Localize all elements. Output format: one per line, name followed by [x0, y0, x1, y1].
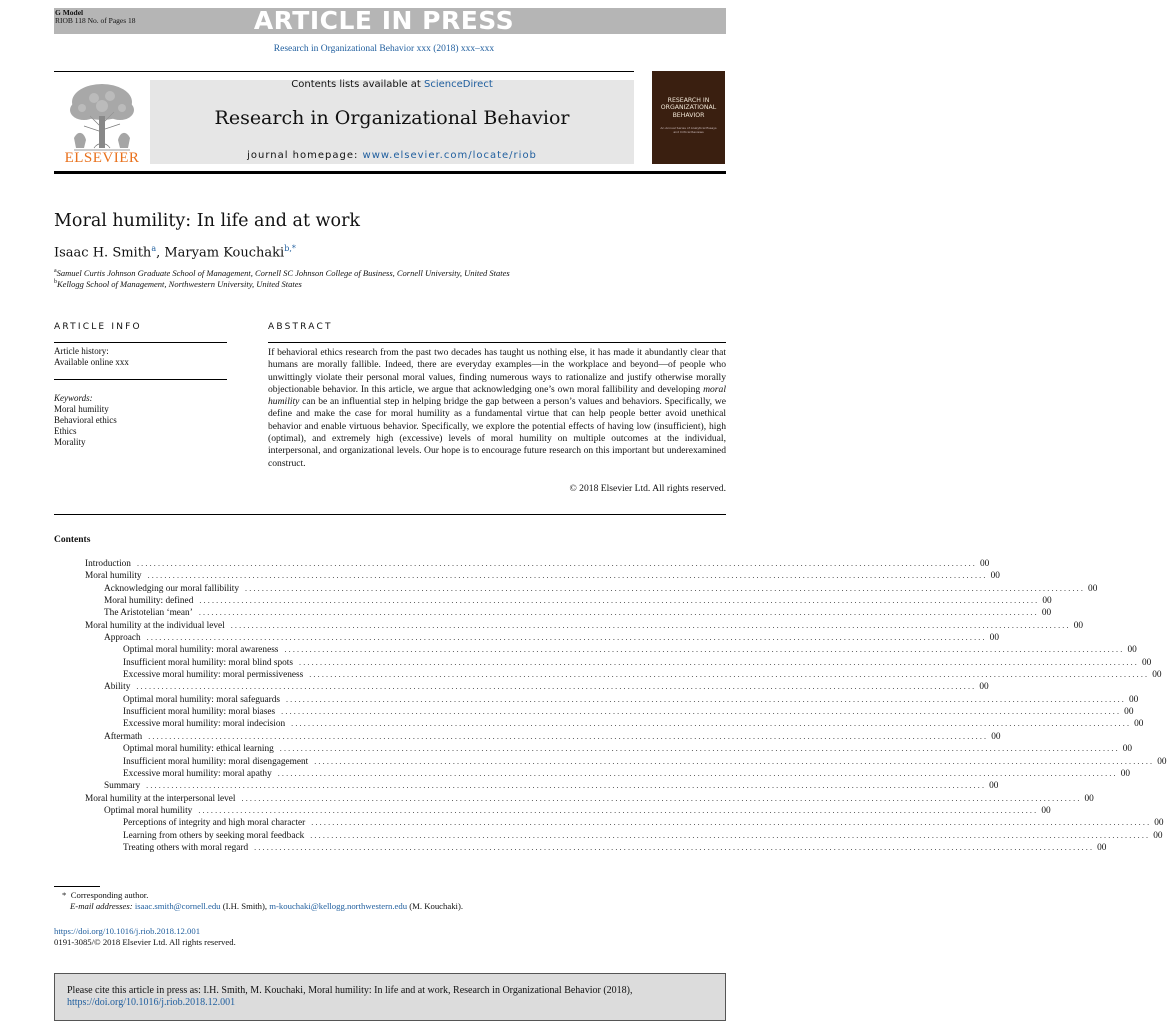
toc-entry-page: 00 — [1041, 805, 1051, 816]
toc-entry[interactable] — [54, 571, 1000, 583]
toc-entry-page: 00 — [1042, 596, 1052, 607]
toc-entry[interactable] — [54, 744, 1133, 756]
keyword-item: Morality — [54, 437, 86, 447]
toc-dot-leader: ........................................................................................................................................................................................................ — [285, 694, 1126, 704]
toc-entry-page: 00 — [989, 633, 999, 644]
toc-entry-label: Optimal moral humility: moral awareness — [123, 645, 279, 656]
toc-entry-label: Excessive moral humility: moral apathy — [123, 768, 272, 779]
toc-entry-page: 00 — [1142, 657, 1152, 668]
abstract-body — [268, 347, 726, 470]
toc-entry-page: 00 — [1122, 744, 1133, 755]
abstract-text-part2: can be an influential step in helping bridge the gap between a person’s values and behaviors. Specifically, we define and make the case for moral humility as a fundamental virtue that can help people better avoid unethical behavior and enable virtuous behavior. Specifically, we explore the potential effects of having low (insufficient), high (optimal), and extremely high (excessive) levels of moral humility on multiple outcomes at the individual, interpersonal, and organizational levels. Our hope is to encourage future research on this important but underexamined construct. — [268, 396, 726, 469]
toc-entry-label: The Aristotelian ‘mean’ — [104, 608, 193, 619]
email-link-smith[interactable]: isaac.smith@cornell.edu — [134, 901, 221, 911]
masthead-top-rule — [54, 71, 634, 72]
contents-available-prefix: Contents lists available at — [291, 79, 425, 90]
author-kouchaki: Maryam Kouchaki — [164, 245, 285, 261]
toc-dot-leader: ........................................................................................................................................................................................................ — [146, 781, 987, 791]
toc-dot-leader: ........................................................................................................................................................................................................ — [299, 657, 1139, 667]
author-list — [54, 244, 296, 260]
toc-dot-leader: ........................................................................................................................................................................................................ — [311, 818, 1152, 828]
cite-text: Please cite this article in press as: I.H. Smith, M. Kouchaki, Moral humility: In life and at work, Research in Organizational Behavior (2018), — [67, 985, 633, 996]
riob-pages-label: RIOB 118 No. of Pages 18 — [55, 16, 136, 25]
toc-entry[interactable] — [54, 583, 1098, 596]
email-owner-smith: (I.H. Smith), — [220, 901, 270, 911]
toc-entry[interactable] — [54, 818, 1164, 830]
copyright-notice: © 2018 Elsevier Ltd. All rights reserved. — [569, 483, 726, 494]
toc-entry-label: Learning from others by seeking moral feedback — [123, 830, 305, 841]
abstract-rule — [268, 342, 726, 343]
toc-dot-leader: ........................................................................................................................................................................................................ — [147, 571, 988, 581]
footnote-star: * — [62, 890, 67, 900]
abstract-bottom-rule — [54, 514, 726, 515]
cite-this-article-text — [67, 985, 717, 1010]
table-of-contents — [54, 559, 1167, 855]
journal-cover-subtitle: An Annual Series of Analytical Essays and Critical Reviews — [660, 126, 717, 134]
toc-entry[interactable] — [54, 620, 1083, 633]
toc-entry-label: Optimal moral humility — [104, 805, 193, 816]
corresponding-author-text: Corresponding author. — [70, 890, 149, 900]
toc-entry-label: Optimal moral humility: ethical learning — [123, 744, 274, 755]
toc-dot-leader: ........................................................................................................................................................................................................ — [281, 707, 1122, 717]
toc-entry-page: 00 — [1154, 818, 1164, 829]
email-footnote — [70, 901, 463, 911]
toc-entry-label: Acknowledging our moral fallibility — [104, 583, 240, 594]
toc-entry[interactable] — [54, 670, 1162, 682]
toc-entry[interactable] — [54, 756, 1167, 769]
elsevier-wordmark: ELSEVIER — [64, 150, 140, 166]
toc-entry[interactable] — [54, 682, 989, 694]
toc-entry-label: Optimal moral humility: moral safeguards — [123, 694, 280, 705]
toc-entry-page: 00 — [1120, 768, 1131, 779]
footnote-rule — [54, 886, 100, 887]
toc-dot-leader: ........................................................................................................................................................................................................ — [309, 670, 1150, 680]
keywords-label: Keywords: — [54, 393, 93, 403]
toc-entry-page: 00 — [1128, 694, 1139, 705]
toc-entry[interactable] — [54, 707, 1134, 719]
article-info-heading: ARTICLE INFO — [54, 322, 142, 332]
toc-entry-page: 00 — [1097, 842, 1107, 853]
homepage-prefix: journal homepage: — [247, 150, 363, 161]
toc-dot-leader: ........................................................................................................................................................................................................ — [199, 596, 1040, 606]
toc-entry[interactable] — [54, 731, 1001, 744]
toc-dot-leader: ........................................................................................................................................................................................................ — [146, 633, 987, 643]
toc-entry-label: Insufficient moral humility: moral blind spots — [123, 657, 293, 668]
journal-homepage-line — [150, 150, 634, 161]
toc-entry[interactable] — [54, 719, 1144, 731]
author-smith: Isaac H. Smith — [54, 245, 152, 261]
toc-entry-label: Aftermath — [104, 731, 143, 742]
toc-entry[interactable] — [54, 559, 990, 571]
article-history-value: Available online xxx — [54, 357, 129, 367]
toc-entry-page: 00 — [989, 781, 999, 792]
toc-dot-leader: ........................................................................................................................................................................................................ — [198, 805, 1039, 815]
toc-entry[interactable] — [54, 768, 1131, 781]
toc-entry-page: 00 — [1134, 719, 1144, 730]
g-model-label: G Model — [55, 8, 84, 17]
toc-entry-label: Summary — [104, 781, 141, 792]
contents-heading: Contents — [54, 535, 91, 545]
toc-entry-label: Insufficient moral humility: moral biases — [123, 707, 276, 718]
sciencedirect-link[interactable]: ScienceDirect — [424, 79, 493, 90]
toc-entry[interactable] — [54, 608, 1052, 620]
journal-citation-link[interactable]: Research in Organizational Behavior xxx (2018) xxx–xxx — [273, 44, 495, 54]
affiliation-a — [54, 268, 510, 278]
toc-entry-page: 00 — [979, 682, 989, 693]
toc-dot-leader: ........................................................................................................................................................................................................ — [148, 731, 989, 741]
toc-entry[interactable] — [54, 805, 1051, 818]
cite-doi-link[interactable]: https://doi.org/10.1016/j.riob.2018.12.001 — [67, 997, 236, 1009]
author-smith-affil-marker[interactable]: a — [151, 244, 157, 253]
keyword-item: Moral humility — [54, 404, 109, 414]
toc-entry-label: Treating others with moral regard — [123, 842, 249, 853]
toc-entry-page: 00 — [979, 559, 990, 569]
toc-dot-leader: ........................................................................................................................................................................................................ — [136, 682, 977, 692]
toc-dot-leader: ........................................................................................................................................................................................................ — [291, 719, 1132, 729]
toc-dot-leader: ........................................................................................................................................................................................................ — [241, 793, 1082, 803]
toc-entry[interactable] — [54, 793, 1094, 806]
toc-entry-label: Approach — [104, 633, 141, 644]
keyword-item: Ethics — [54, 426, 77, 436]
affiliation-a-text: Samuel Curtis Johnson Graduate School of Management, Cornell SC Johnson College of Business, Cornell University, United States — [56, 268, 510, 278]
toc-entry-label: Moral humility at the interpersonal level — [85, 793, 236, 804]
toc-entry[interactable] — [54, 645, 1137, 657]
keywords-rule — [54, 379, 227, 380]
toc-dot-leader: ........................................................................................................................................................................................................ — [279, 744, 1120, 754]
toc-entry-page: 00 — [1124, 707, 1134, 718]
toc-entry-page: 00 — [1088, 583, 1098, 594]
homepage-link[interactable]: www.elsevier.com/locate/riob — [362, 150, 537, 161]
toc-entry[interactable] — [54, 633, 999, 645]
toc-dot-leader: ........................................................................................................................................................................................................ — [284, 645, 1125, 655]
toc-entry-label: Moral humility: defined — [104, 596, 194, 607]
toc-entry-label: Excessive moral humility: moral indecision — [123, 719, 286, 730]
author-kouchaki-affil-marker[interactable]: b,* — [284, 244, 296, 253]
contents-available-line — [150, 79, 634, 90]
article-history-label: Article history: — [54, 346, 109, 356]
toc-dot-leader: ........................................................................................................................................................................................................ — [277, 768, 1118, 778]
toc-entry-label: Moral humility at the individual level — [85, 620, 225, 631]
issn-copyright: 0191-3085/© 2018 Elsevier Ltd. All rights reserved. — [54, 937, 236, 947]
toc-entry-page: 00 — [1153, 830, 1163, 841]
keyword-item: Behavioral ethics — [54, 415, 117, 425]
affiliation-b — [54, 279, 302, 289]
author-separator: , — [156, 245, 165, 261]
email-owner-kouchaki: (M. Kouchaki). — [407, 901, 464, 911]
toc-entry-page: 00 — [1084, 793, 1094, 804]
toc-dot-leader: ........................................................................................................................................................................................................ — [310, 830, 1151, 840]
journal-cover-title: RESEARCH IN ORGANIZATIONAL BEHAVIOR — [660, 97, 717, 119]
toc-entry-label: Introduction — [85, 559, 131, 569]
toc-entry[interactable] — [54, 781, 999, 793]
toc-entry-label: Perceptions of integrity and high moral character — [123, 818, 306, 829]
article-title: Moral humility: In life and at work — [54, 211, 361, 231]
toc-dot-leader: ........................................................................................................................................................................................................ — [230, 620, 1071, 630]
masthead-bottom-rule — [54, 171, 726, 174]
toc-entry-page: 00 — [1073, 620, 1083, 631]
toc-entry-label: Ability — [104, 682, 131, 693]
toc-entry[interactable] — [54, 596, 1052, 608]
toc-dot-leader: ........................................................................................................................................................................................................ — [245, 583, 1086, 593]
toc-entry[interactable] — [54, 694, 1139, 707]
corresponding-author-footnote — [62, 890, 148, 900]
abstract-heading: ABSTRACT — [268, 322, 333, 332]
affiliation-a-label: a — [54, 268, 57, 275]
toc-entry[interactable] — [54, 657, 1152, 670]
toc-entry-page: 00 — [990, 571, 1000, 582]
toc-entry-page: 00 — [1041, 608, 1052, 619]
toc-entry[interactable] — [54, 830, 1163, 843]
journal-name: Research in Organizational Behavior — [214, 107, 570, 129]
affiliation-b-label: b — [54, 279, 57, 286]
toc-entry-page: 00 — [1127, 645, 1137, 656]
toc-dot-leader: ........................................................................................................................................................................................................ — [254, 842, 1095, 852]
affiliation-b-text: Kellogg School of Management, Northwestern University, United States — [57, 279, 302, 289]
toc-entry-page: 00 — [991, 731, 1001, 742]
email-link-kouchaki[interactable]: m-kouchaki@kellogg.northwestern.edu — [269, 901, 408, 911]
abstract-text-part1: If behavioral ethics research from the past two decades has taught us nothing else, it has made it abundantly clear that humans are morally fallible. Indeed, there are everyday examples—in the workplace and beyond—of people who unwittingly violate their personal moral values, finding numerous ways to rationalize and justify otherwise morally objectionable behavior. In this article, we argue that acknowledging one’s own moral fallibility and developing — [268, 347, 726, 395]
abstract-text-emphasis: moral humility — [268, 383, 726, 408]
article-info-rule — [54, 342, 227, 343]
toc-entry[interactable] — [54, 842, 1107, 855]
toc-entry-page: 00 — [1157, 756, 1167, 767]
toc-entry-page: 00 — [1152, 670, 1162, 681]
toc-dot-leader: ........................................................................................................................................................................................................ — [314, 756, 1155, 766]
toc-entry-label: Excessive moral humility: moral permissiveness — [123, 670, 304, 681]
toc-dot-leader: ........................................................................................................................................................................................................ — [136, 559, 977, 568]
toc-entry-label: Moral humility — [85, 571, 142, 582]
email-label: E-mail addresses: — [70, 901, 133, 911]
article-in-press-title: ARTICLE IN PRESS — [253, 6, 515, 35]
toc-entry-label: Insufficient moral humility: moral disengagement — [123, 756, 309, 767]
toc-dot-leader: ........................................................................................................................................................................................................ — [198, 608, 1039, 618]
doi-link[interactable]: https://doi.org/10.1016/j.riob.2018.12.001 — [54, 926, 201, 936]
